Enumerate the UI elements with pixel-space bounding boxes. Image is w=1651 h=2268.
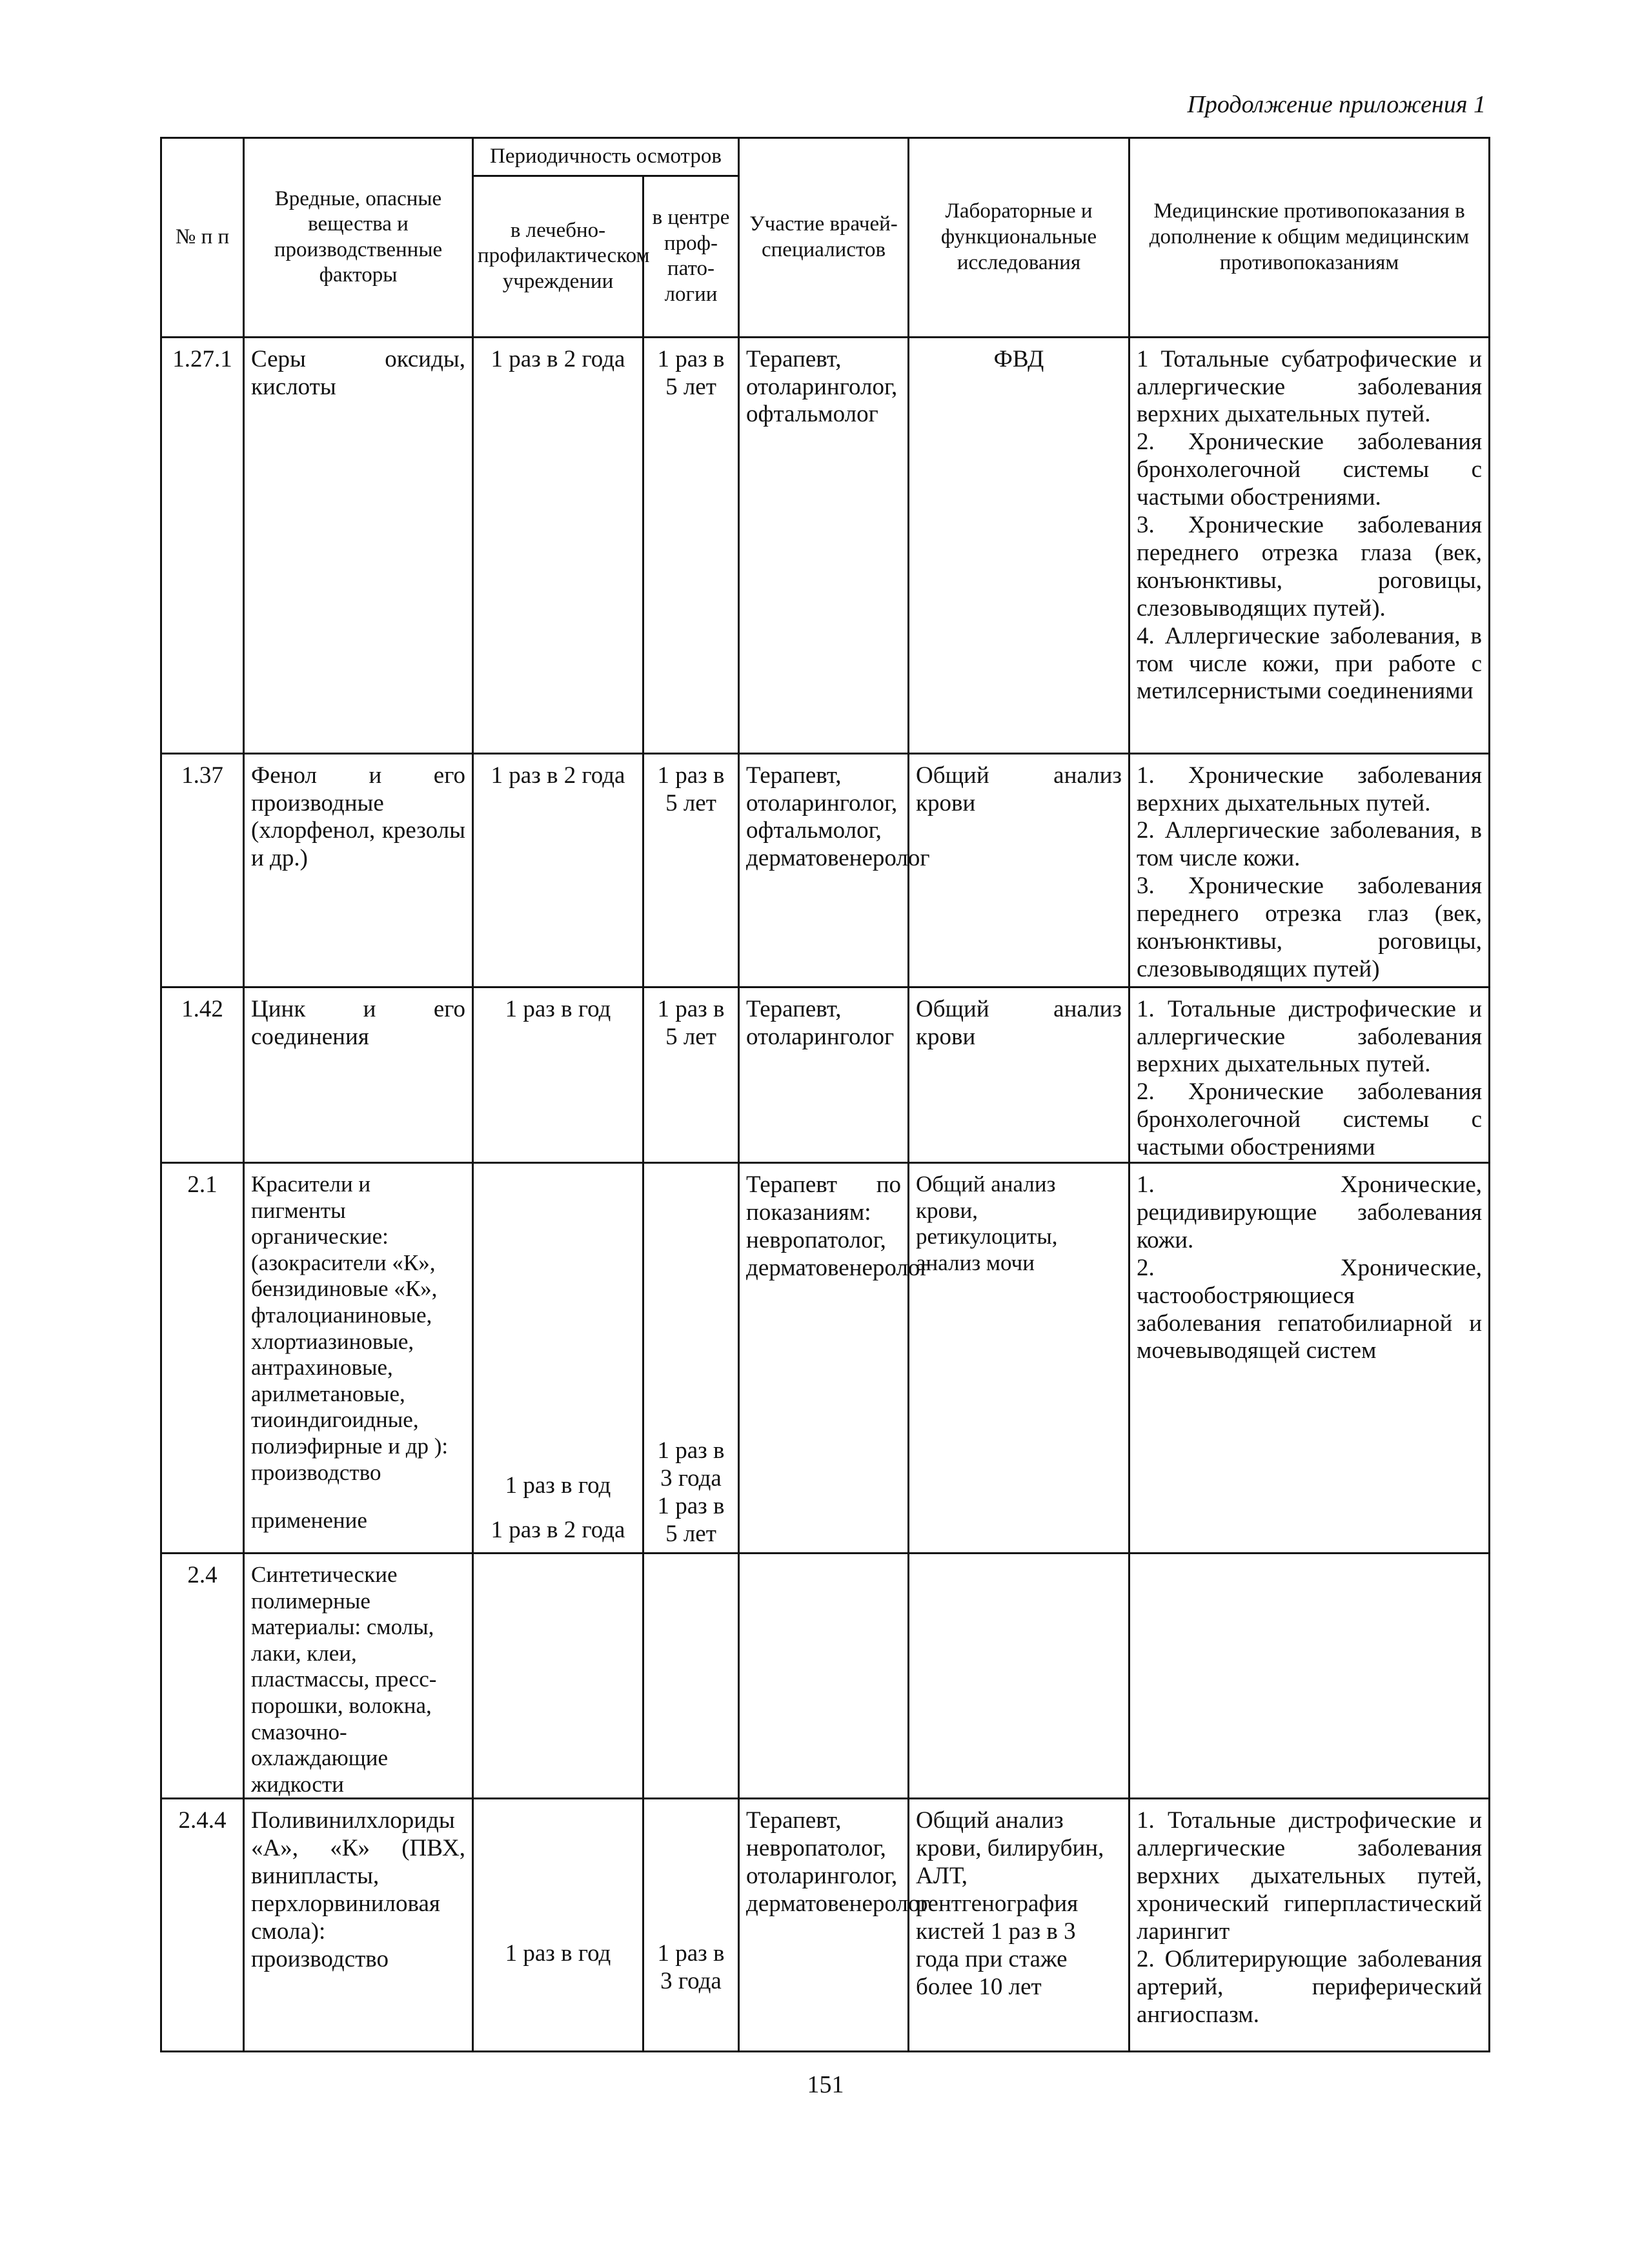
table-row xyxy=(161,1799,1490,2052)
col-header-period: Периодичность осмотров xyxy=(473,138,739,176)
lab-cell: Общий анализ крови xyxy=(909,753,1129,987)
col-header-period-center: в центре проф-пато-логии xyxy=(643,176,739,337)
row-number: 2.1 xyxy=(161,1163,244,1554)
clinic-period-production: 1 раз в год xyxy=(505,1472,611,1499)
factor-sub-production: производство xyxy=(251,1459,381,1485)
table-row xyxy=(161,1554,1490,1799)
factor-cell: Серы оксиды, кислоты xyxy=(244,337,473,753)
specialists-cell: Терапевт, отоларинголог xyxy=(739,987,909,1162)
contra-cell xyxy=(1129,1554,1490,1799)
table-row xyxy=(161,1163,1490,1554)
factor-cell: Синтетические полимерные материалы: смолы, лаки, клеи, пластмассы, пресс-порошки, волокна, смазочно-охлаждающие жидкости xyxy=(244,1554,473,1799)
clinic-period-cell xyxy=(473,1554,643,1799)
table-row xyxy=(161,987,1490,1162)
clinic-period-application: 1 раз в 2 года xyxy=(491,1517,625,1544)
specialists-cell xyxy=(739,1554,909,1799)
col-header-period-clinic: в лечебно-профилактическом учреждении xyxy=(473,176,643,337)
row-number: 1.42 xyxy=(161,987,244,1162)
clinic-period-cell: 1 раз в 2 года xyxy=(473,337,643,753)
center-period-application: 1 раз в 5 лет xyxy=(657,1493,725,1548)
clinic-period-cell: 1 раз в год xyxy=(473,1799,643,2052)
regulation-table xyxy=(160,137,1490,2052)
factor-cell: Цинк и его соединения xyxy=(244,987,473,1162)
factor-text: Поливинилхлориды «А», «К» (ПВХ, винипласты, перхлорвиниловая смола): xyxy=(251,1807,465,1945)
factor-sub-application: применение xyxy=(251,1508,367,1534)
lab-cell: ФВД xyxy=(909,337,1129,753)
lab-cell: Общий анализ крови, билирубин, АЛТ, рентгенография кистей 1 раз в 3 года при стаже более 10 лет xyxy=(909,1799,1129,2052)
row-number: 1.37 xyxy=(161,753,244,987)
center-period-cell xyxy=(643,1554,739,1799)
row-number: 2.4.4 xyxy=(161,1799,244,2052)
lab-cell xyxy=(909,1554,1129,1799)
factor-text: Красители и пигменты органические: (азокрасители «К», бензидиновые «К», фталоцианиновые, хлортиазиновые, антрахиновые, арилметановые, тиоиндигоидные, полиэфирные и др ): xyxy=(251,1171,449,1459)
col-header-lab: Лабораторные и функциональные исследования xyxy=(909,138,1129,338)
lab-cell: Общий анализ крови xyxy=(909,987,1129,1162)
row-number: 2.4 xyxy=(161,1554,244,1799)
factor-sub-production: производство xyxy=(251,1945,389,1972)
specialists-cell: Терапевт, невропатолог, отоларинголог, дерматовенеролог xyxy=(739,1799,909,2052)
header-row-1 xyxy=(161,138,1490,176)
contra-cell: 1 Тотальные субатрофические и аллергические заболевания верхних дыхательных путей. 2. Хронические заболевания бронхолегочной системы с частыми обострениями. 3. Хронические заболевания переднего отрезка глаза (век, конъюнктивы, роговицы, слезовыводящих путей). 4. Аллергические заболевания, в том числе кожи, при работе с метилсернистыми соединениями xyxy=(1129,337,1490,753)
center-period-cell xyxy=(643,1163,739,1554)
center-period-production: 1 раз в 3 года xyxy=(657,1437,725,1492)
factor-cell xyxy=(244,1163,473,1554)
col-header-factors: Вредные, опасные вещества и производственные факторы xyxy=(244,138,473,338)
clinic-period-cell xyxy=(473,1163,643,1554)
factor-cell xyxy=(244,1799,473,2052)
center-period-cell: 1 раз в 5 лет xyxy=(643,753,739,987)
specialists-cell: Терапевт, отоларинголог, офтальмолог xyxy=(739,337,909,753)
contra-cell: 1. Тотальные дистрофические и аллергические заболевания верхних дыхательных путей. 2. Хронические заболевания бронхолегочной системы с частыми обострениями xyxy=(1129,987,1490,1162)
col-header-contra: Медицинские противопоказания в дополнение к общим медицинским противопоказаниям xyxy=(1129,138,1490,338)
page-header: Продолжение приложения 1 xyxy=(1187,91,1486,118)
specialists-cell: Терапевт, отоларинголог, офтальмолог, дерматовенеролог xyxy=(739,753,909,987)
specialists-cell: Терапевт по показаниям: невропатолог, дерматовенеролог xyxy=(739,1163,909,1554)
page-number: 151 xyxy=(807,2071,844,2098)
lab-cell: Общий анализ крови, ретикулоциты, анализ мочи xyxy=(909,1163,1129,1554)
contra-cell: 1. Хронические, рецидивирующие заболевания кожи. 2. Хронические, частообостряющиеся заболевания гепатобилиарной и мочевыводящей систем xyxy=(1129,1163,1490,1554)
center-period-cell: 1 раз в 3 года xyxy=(643,1799,739,2052)
table-row xyxy=(161,753,1490,987)
contra-cell: 1. Хронические заболевания верхних дыхательных путей. 2. Аллергические заболевания, в том числе кожи. 3. Хронические заболевания переднего отрезка глаз (век, конъюнктивы, роговицы, слезовыводящих путей) xyxy=(1129,753,1490,987)
factor-cell: Фенол и его производные (хлорфенол, крезолы и др.) xyxy=(244,753,473,987)
center-period-cell: 1 раз в 5 лет xyxy=(643,337,739,753)
contra-cell: 1. Тотальные дистрофические и аллергические заболевания верхних дыхательных путей, хронический гиперпластический ларингит 2. Облитерирующие заболевания артерий, периферический ангиоспазм. xyxy=(1129,1799,1490,2052)
clinic-period-cell: 1 раз в 2 года xyxy=(473,753,643,987)
center-period-cell: 1 раз в 5 лет xyxy=(643,987,739,1162)
col-header-specialists: Участие врачей-специалистов xyxy=(739,138,909,338)
col-header-num: № п п xyxy=(161,138,244,338)
clinic-period-cell: 1 раз в год xyxy=(473,987,643,1162)
row-number: 1.27.1 xyxy=(161,337,244,753)
table-row xyxy=(161,337,1490,753)
